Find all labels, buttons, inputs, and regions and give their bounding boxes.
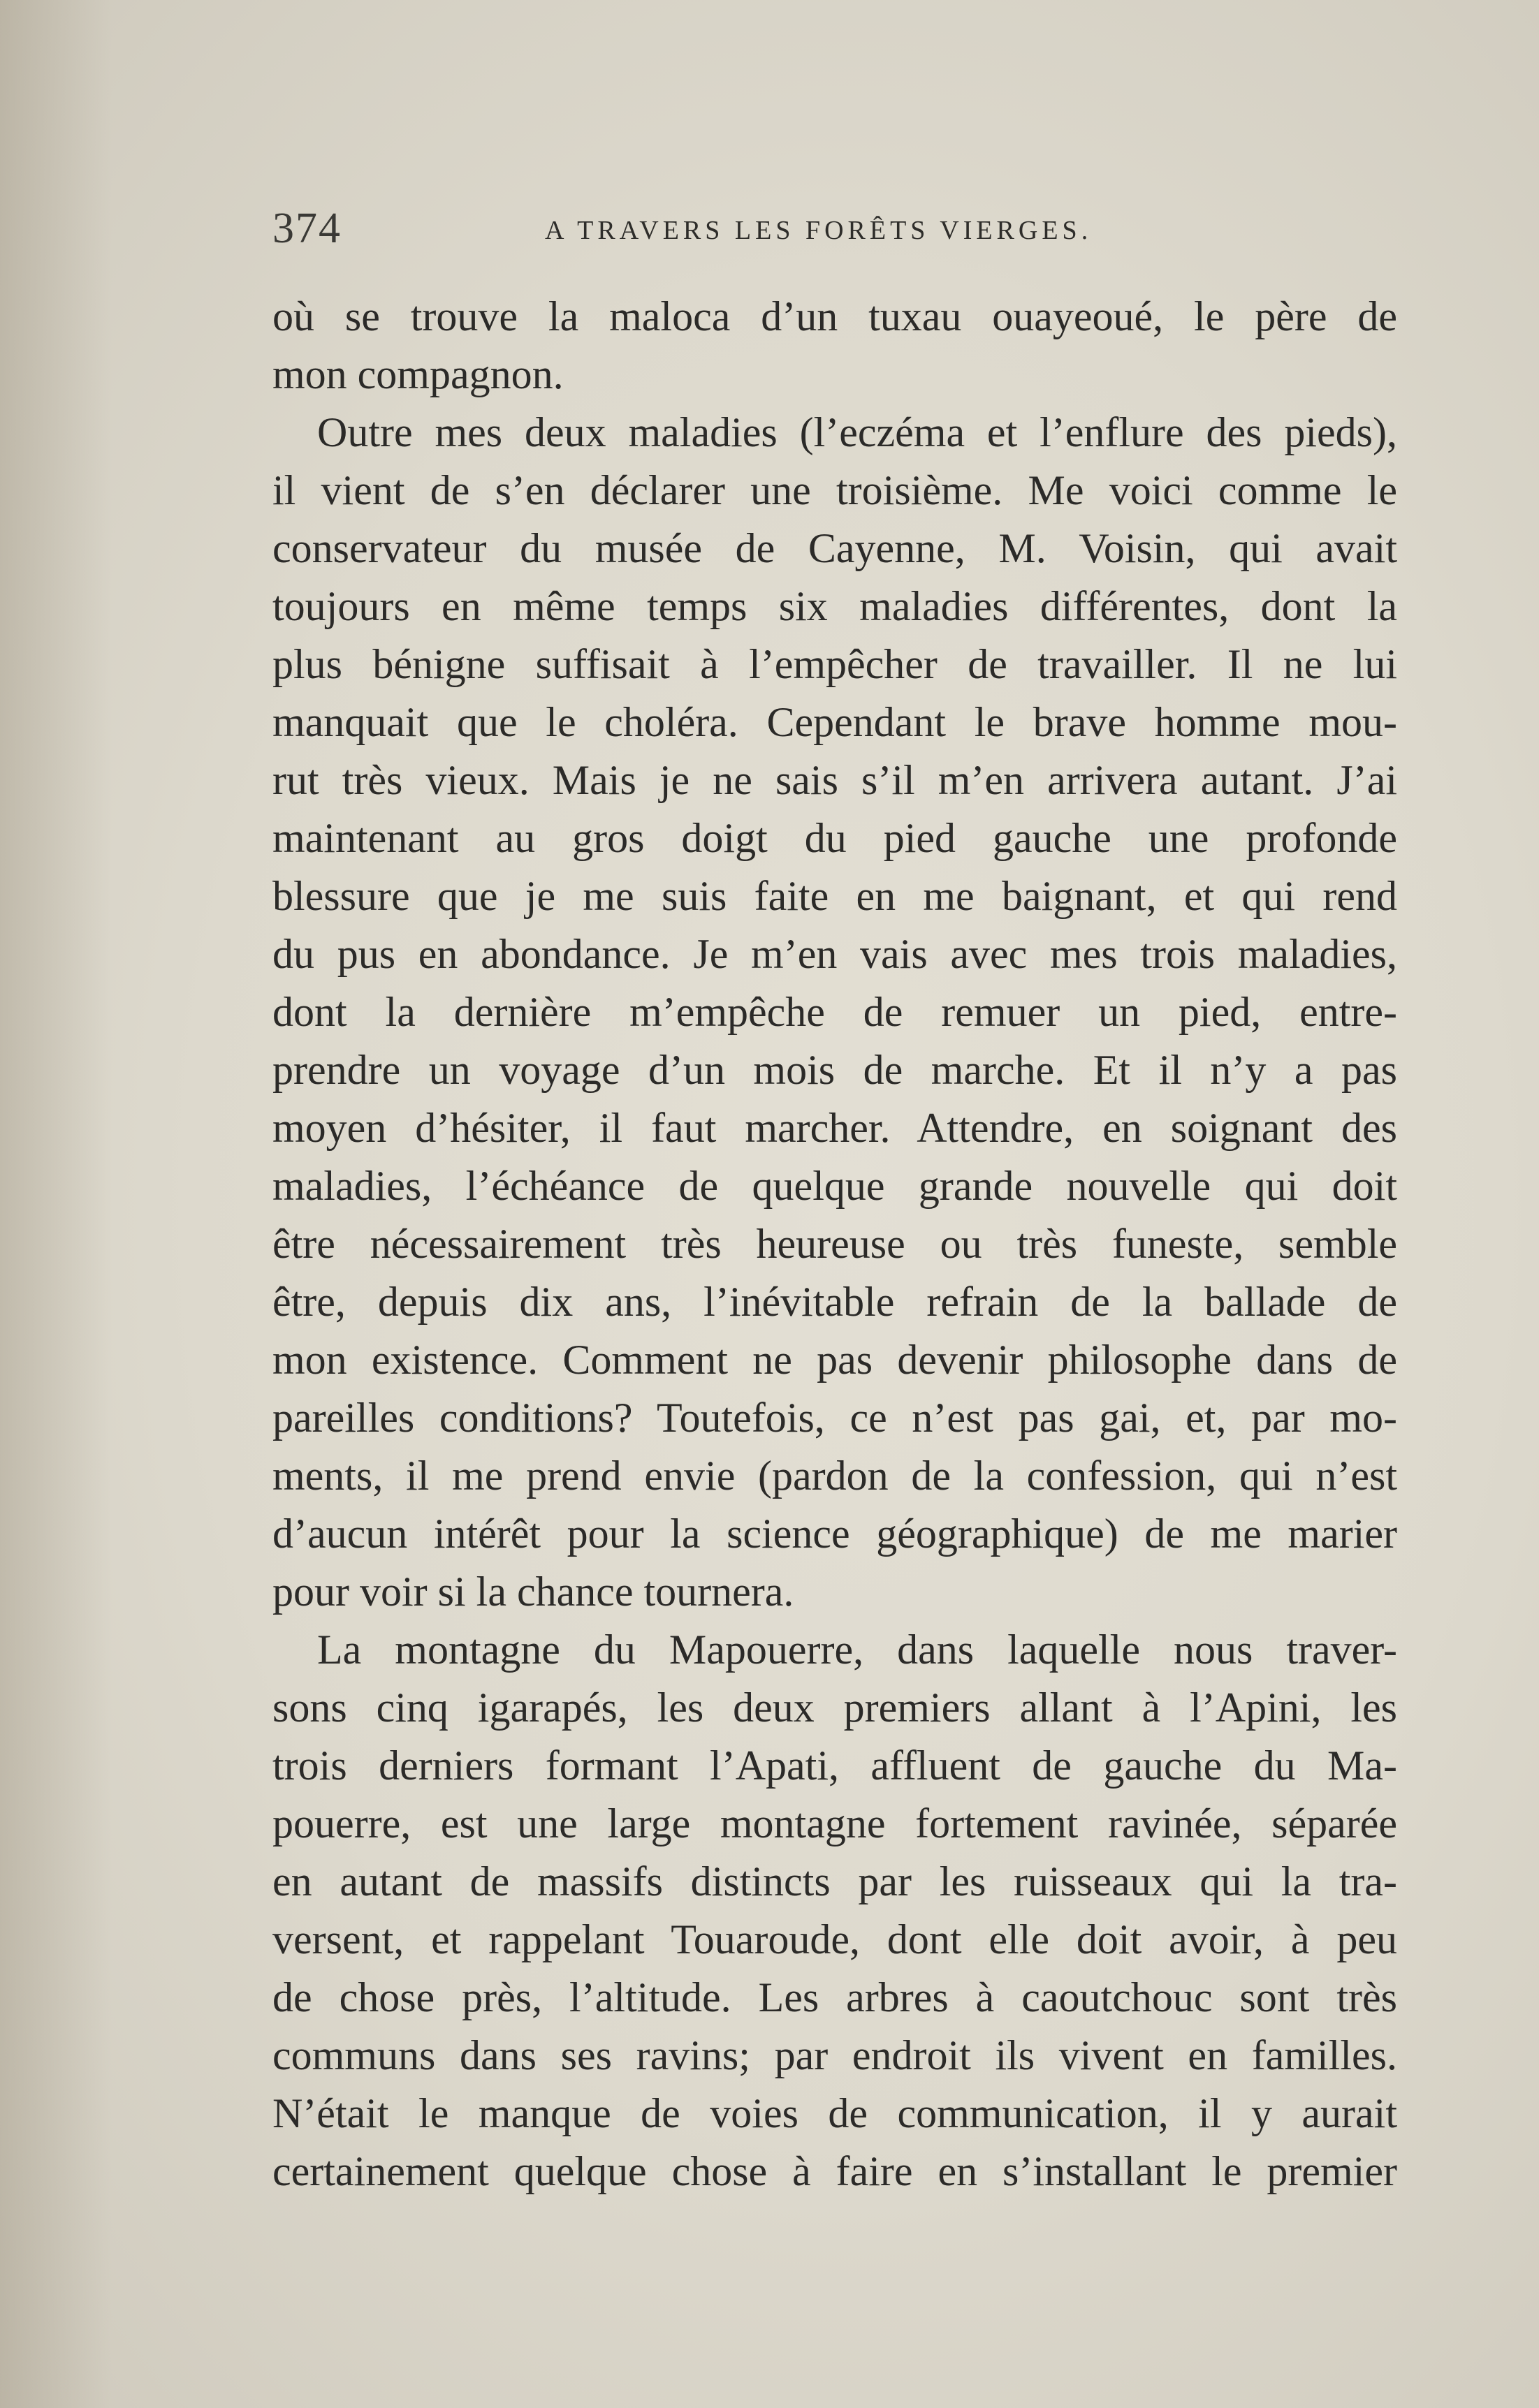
text-line: manquait que le choléra. Cependant le brave homme mou- bbox=[272, 699, 1397, 745]
text-line: La montagne du Mapouerre, dans laquelle nous traver- bbox=[317, 1627, 1397, 1673]
text-line: plus bénigne suffisait à l’empêcher de travailler. Il ne lui bbox=[272, 641, 1397, 687]
text-line: du pus en abondance. Je m’en vais avec mes trois maladies, bbox=[272, 931, 1397, 977]
text-line: ments, il me prend envie (pardon de la confession, qui n’est bbox=[272, 1453, 1397, 1499]
text-line: maintenant au gros doigt du pied gauche une profonde bbox=[272, 815, 1397, 861]
text-line: dont la dernière m’empêche de remuer un pied, entre- bbox=[272, 989, 1397, 1035]
text-line: certainement quelque chose à faire en s’installant le premier bbox=[272, 2148, 1397, 2194]
text-line: moyen d’hésiter, il faut marcher. Attendre, en soignant des bbox=[272, 1105, 1397, 1151]
text-line: où se trouve la maloca d’un tuxau ouayeoué, le père de bbox=[272, 293, 1397, 339]
page-header bbox=[272, 204, 1397, 260]
text-line: pouerre, est une large montagne fortement ravinée, séparée bbox=[272, 1800, 1397, 1847]
text-line: communs dans ses ravins; par endroit ils vivent en familles. bbox=[272, 2032, 1397, 2078]
text-line: d’aucun intérêt pour la science géographique) de me marier bbox=[272, 1511, 1397, 1557]
body-text bbox=[272, 288, 1397, 2201]
text-line: pour voir si la chance tournera. bbox=[272, 1569, 794, 1615]
text-line: de chose près, l’altitude. Les arbres à caoutchouc sont très bbox=[272, 1974, 1397, 2020]
text-line: sons cinq igarapés, les deux premiers allant à l’Apini, les bbox=[272, 1684, 1397, 1731]
text-line: mon compagnon. bbox=[272, 351, 564, 397]
text-line: pareilles conditions? Toutefois, ce n’est pas gai, et, par mo- bbox=[272, 1395, 1397, 1441]
text-line: rut très vieux. Mais je ne sais s’il m’en arrivera autant. J’ai bbox=[272, 757, 1397, 803]
text-line: maladies, l’échéance de quelque grande nouvelle qui doit bbox=[272, 1163, 1397, 1209]
text-line: toujours en même temps six maladies différentes, dont la bbox=[272, 583, 1397, 629]
text-line: trois derniers formant l’Apati, affluent de gauche du Ma- bbox=[272, 1742, 1397, 1789]
text-line: versent, et rappelant Touaroude, dont elle doit avoir, à peu bbox=[272, 1916, 1397, 1962]
page-number: 374 bbox=[272, 205, 342, 252]
text-line: Outre mes deux maladies (l’eczéma et l’enflure des pieds), bbox=[317, 409, 1397, 455]
text-line: être nécessairement très heureuse ou très funeste, semble bbox=[272, 1221, 1397, 1267]
running-title: A TRAVERS LES FORÊTS VIERGES. bbox=[545, 216, 1093, 245]
page-edge-shadow bbox=[0, 0, 112, 2408]
text-line: prendre un voyage d’un mois de marche. Et il n’y a pas bbox=[272, 1047, 1397, 1093]
text-line: il vient de s’en déclarer une troisième. Me voici comme le bbox=[272, 467, 1397, 513]
text-line: N’était le manque de voies de communication, il y aurait bbox=[272, 2090, 1397, 2136]
text-line: en autant de massifs distincts par les ruisseaux qui la tra- bbox=[272, 1858, 1397, 1904]
text-line: conservateur du musée de Cayenne, M. Voisin, qui avait bbox=[272, 525, 1397, 571]
text-line: mon existence. Comment ne pas devenir philosophe dans de bbox=[272, 1337, 1397, 1383]
text-line: blessure que je me suis faite en me baignant, et qui rend bbox=[272, 873, 1397, 919]
text-line: être, depuis dix ans, l’inévitable refrain de la ballade de bbox=[272, 1279, 1397, 1325]
